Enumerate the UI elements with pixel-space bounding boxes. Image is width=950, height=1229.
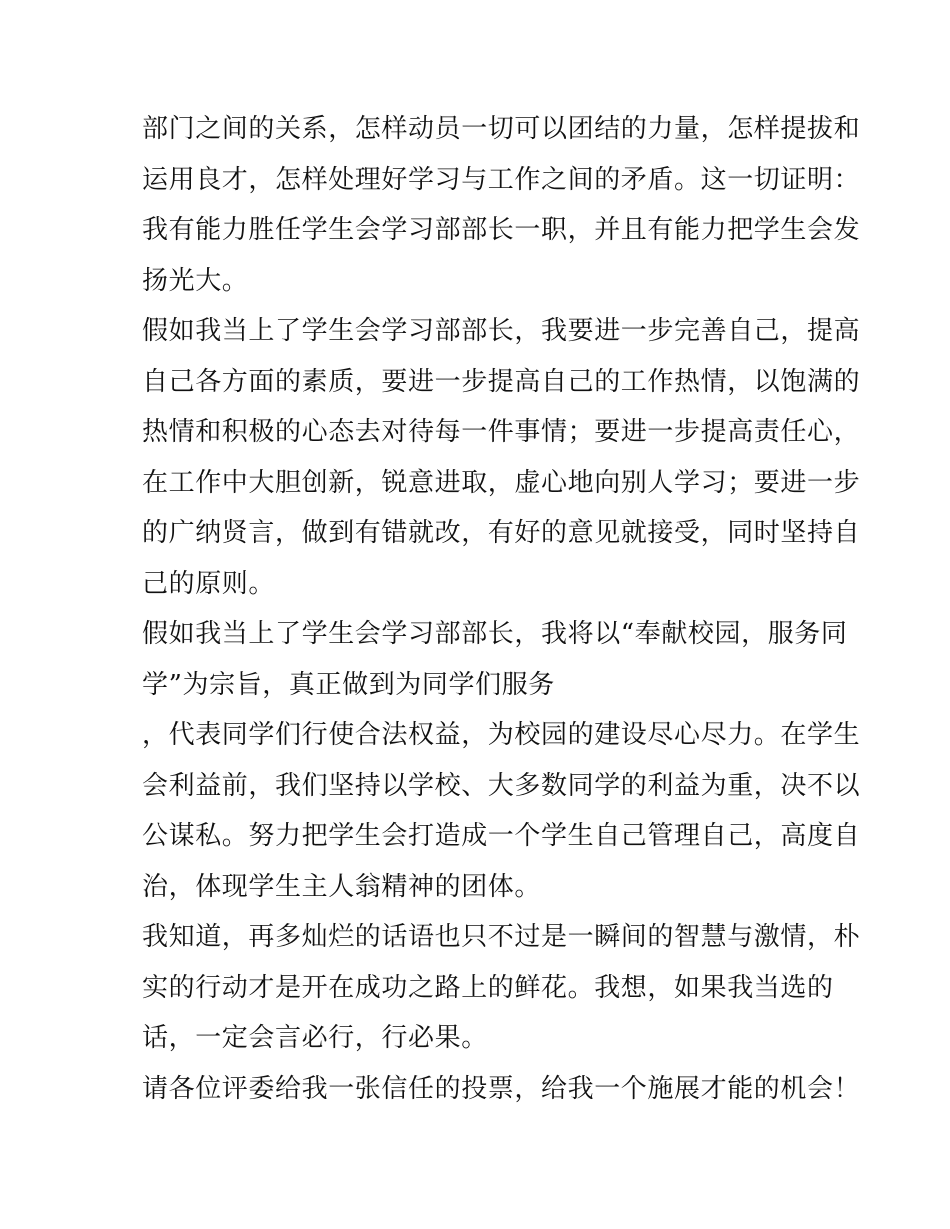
text-line: 实的行动才是开在成功之路上的鲜花。我想，如果我当选的 bbox=[142, 972, 834, 1003]
document-body bbox=[142, 104, 861, 1114]
text-line: 会利益前，我们坚持以学校、大多数同学的利益为重，决不以 bbox=[142, 770, 861, 801]
text-line: 运用良才，怎样处理好学习与工作之间的矛盾。这一切证明： bbox=[142, 164, 861, 195]
text-line: 的广纳贤言，做到有错就改，有好的意见就接受，同时坚持自 bbox=[142, 518, 861, 548]
text-line: 自己各方面的素质，要进一步提高自己的工作热情，以饱满的 bbox=[142, 366, 861, 397]
text-line: 公谋私。努力把学生会打造成一个学生自己管理自己，高度自 bbox=[142, 821, 861, 851]
text-line: 学”为宗旨，真正做到为同学们服务 bbox=[142, 669, 555, 700]
text-line: 我有能力胜任学生会学习部部长一职，并且有能力把学生会发 bbox=[142, 215, 861, 245]
text-line: 治，体现学生主人翁精神的团体。 bbox=[142, 871, 542, 902]
text-line: ，代表同学们行使合法权益，为校园的建设尽心尽力。在学生 bbox=[142, 720, 861, 750]
text-line: 热情和积极的心态去对待每一件事情；要进一步提高责任心， bbox=[142, 417, 861, 447]
text-line: 扬光大。 bbox=[142, 265, 249, 296]
text-line: 话，一定会言必行，行必果。 bbox=[142, 1023, 488, 1053]
text-line: 假如我当上了学生会学习部部长，我将以“奉献校园，服务同 bbox=[142, 619, 848, 649]
text-line: 我知道，再多灿烂的话语也只不过是一瞬间的智慧与激情，朴 bbox=[142, 922, 861, 952]
text-line: 己的原则。 bbox=[142, 568, 276, 599]
text-line: 在工作中大胆创新，锐意进取，虚心地向别人学习；要进一步 bbox=[142, 467, 861, 498]
text-line: 请各位评委给我一张信任的投票，给我一个施展才能的机会！ bbox=[142, 1073, 861, 1104]
text-line: 假如我当上了学生会学习部部长，我要进一步完善自己，提高 bbox=[142, 316, 861, 346]
text-line: 部门之间的关系，怎样动员一切可以团结的力量，怎样提拔和 bbox=[142, 114, 861, 144]
